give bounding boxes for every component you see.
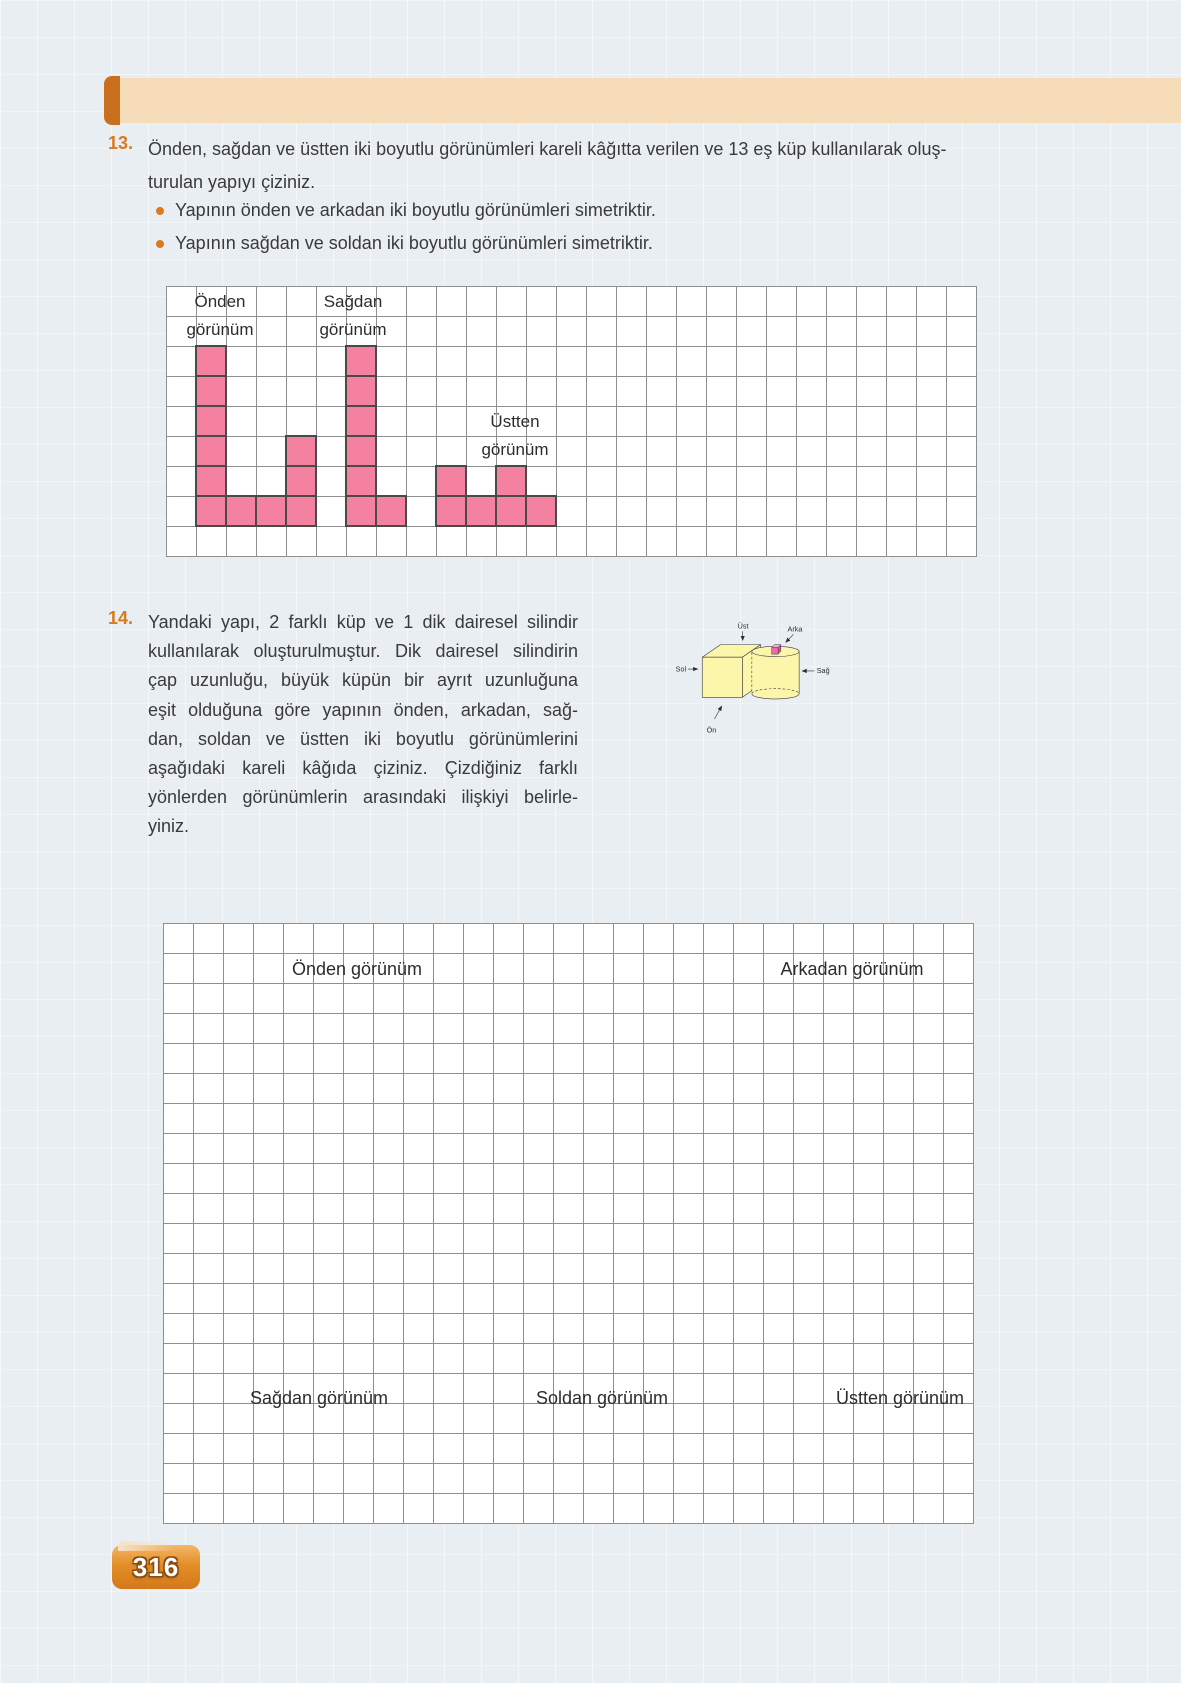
question-14-text (148, 608, 578, 842)
q13-squared-grid (166, 286, 977, 557)
question-13-bullet-2: Yapının sağdan ve soldan iki boyutlu görünümleri simetriktir. (175, 233, 653, 253)
pink-cell (495, 465, 527, 497)
pink-cell (345, 405, 377, 437)
pink-cell (435, 495, 467, 527)
question-14-line: eşit olduğuna göre yapının önden, arkadan, sağ- (148, 699, 578, 720)
page-number-badge (112, 1545, 200, 1589)
pink-cell (195, 375, 227, 407)
question-14-line: aşağıdaki kareli kâğıda çiziniz. Çizdiğiniz farklı (148, 758, 578, 779)
question-13-bullet-1: Yapının önden ve arkadan iki boyutlu görünümleri simetriktir. (175, 200, 656, 220)
small-cube-front-face (772, 648, 778, 654)
pink-cell (345, 375, 377, 407)
question-13-line-2: turulan yapıyı çiziniz. (148, 172, 316, 192)
bullet-icon (156, 207, 164, 215)
pink-cell (285, 465, 317, 497)
pink-cell (345, 345, 377, 377)
question-14-line: dan, soldan ve üstten iki boyutlu görünümlerini (148, 728, 578, 749)
bullet-icon (156, 240, 164, 248)
pink-cell (465, 495, 497, 527)
section-header-bar (120, 78, 1181, 123)
question-13-line-1: Önden, sağdan ve üstten iki boyutlu görünümleri kareli kâğıtta verilen ve 13 eş küp kullanılarak oluş- (148, 139, 947, 159)
arrow-arka (786, 634, 794, 642)
figure-label-on: Ön (706, 725, 717, 735)
q14-label-top-view: Üstten görünüm (835, 1388, 965, 1408)
arrow-on (714, 706, 721, 719)
pink-cell (195, 435, 227, 467)
pink-cell (195, 405, 227, 437)
q14-label-front-view: Önden görünüm (291, 959, 423, 979)
pink-cell (195, 465, 227, 497)
q14-squared-grid (163, 923, 974, 1524)
q13-label-top-view: Üstten görünüm (481, 412, 549, 459)
pink-cell (345, 435, 377, 467)
pink-cell (225, 495, 257, 527)
pink-cell (285, 495, 317, 527)
pink-cell (255, 495, 287, 527)
pink-cell (285, 435, 317, 467)
figure-label-sag: Sağ (816, 666, 830, 676)
pink-cell (375, 495, 407, 527)
section-header-cap (104, 76, 120, 125)
figure-label-ust: Üst (737, 621, 749, 631)
figure-label-arka: Arka (787, 624, 803, 634)
q14-label-left-view: Soldan görünüm (535, 1388, 669, 1408)
big-cube-front-face (702, 657, 742, 697)
pink-cell (525, 495, 557, 527)
question-14-line: yönlerden görünümlerin arasındaki ilişkiyi belirle- (148, 787, 578, 808)
q13-label-front-view: Önden görünüm (186, 292, 254, 339)
question-14-line: çap uzunluğu, büyük küpün bir ayrıt uzunluğuna (148, 670, 578, 691)
cylinder-body (752, 651, 799, 698)
question-14-line: yiniz. (148, 816, 190, 837)
question-14-line: kullanılarak oluşturulmuştur. Dik dairesel silindirin (148, 641, 578, 662)
q13-label-right-view: Sağdan görünüm (319, 292, 387, 339)
pink-cell (195, 495, 227, 527)
question-13-text (148, 133, 1020, 199)
q14-label-back-view: Arkadan görünüm (780, 959, 924, 979)
page-number: 316 (132, 1551, 180, 1582)
small-pink-cube (772, 645, 781, 655)
pink-cell (495, 495, 527, 527)
figure-label-sol: Sol (675, 664, 687, 674)
pink-cell (345, 495, 377, 527)
pink-cell (195, 345, 227, 377)
question-13-number: 13. (108, 133, 134, 153)
question-14-line: Yandaki yapı, 2 farklı küp ve 1 dik dairesel silindir (148, 612, 578, 632)
question-14-number: 14. (108, 608, 134, 628)
pink-cell (345, 465, 377, 497)
q14-figure-3d (600, 600, 1160, 970)
q14-label-right-view: Sağdan görünüm (249, 1388, 389, 1408)
pink-cell (435, 465, 467, 497)
